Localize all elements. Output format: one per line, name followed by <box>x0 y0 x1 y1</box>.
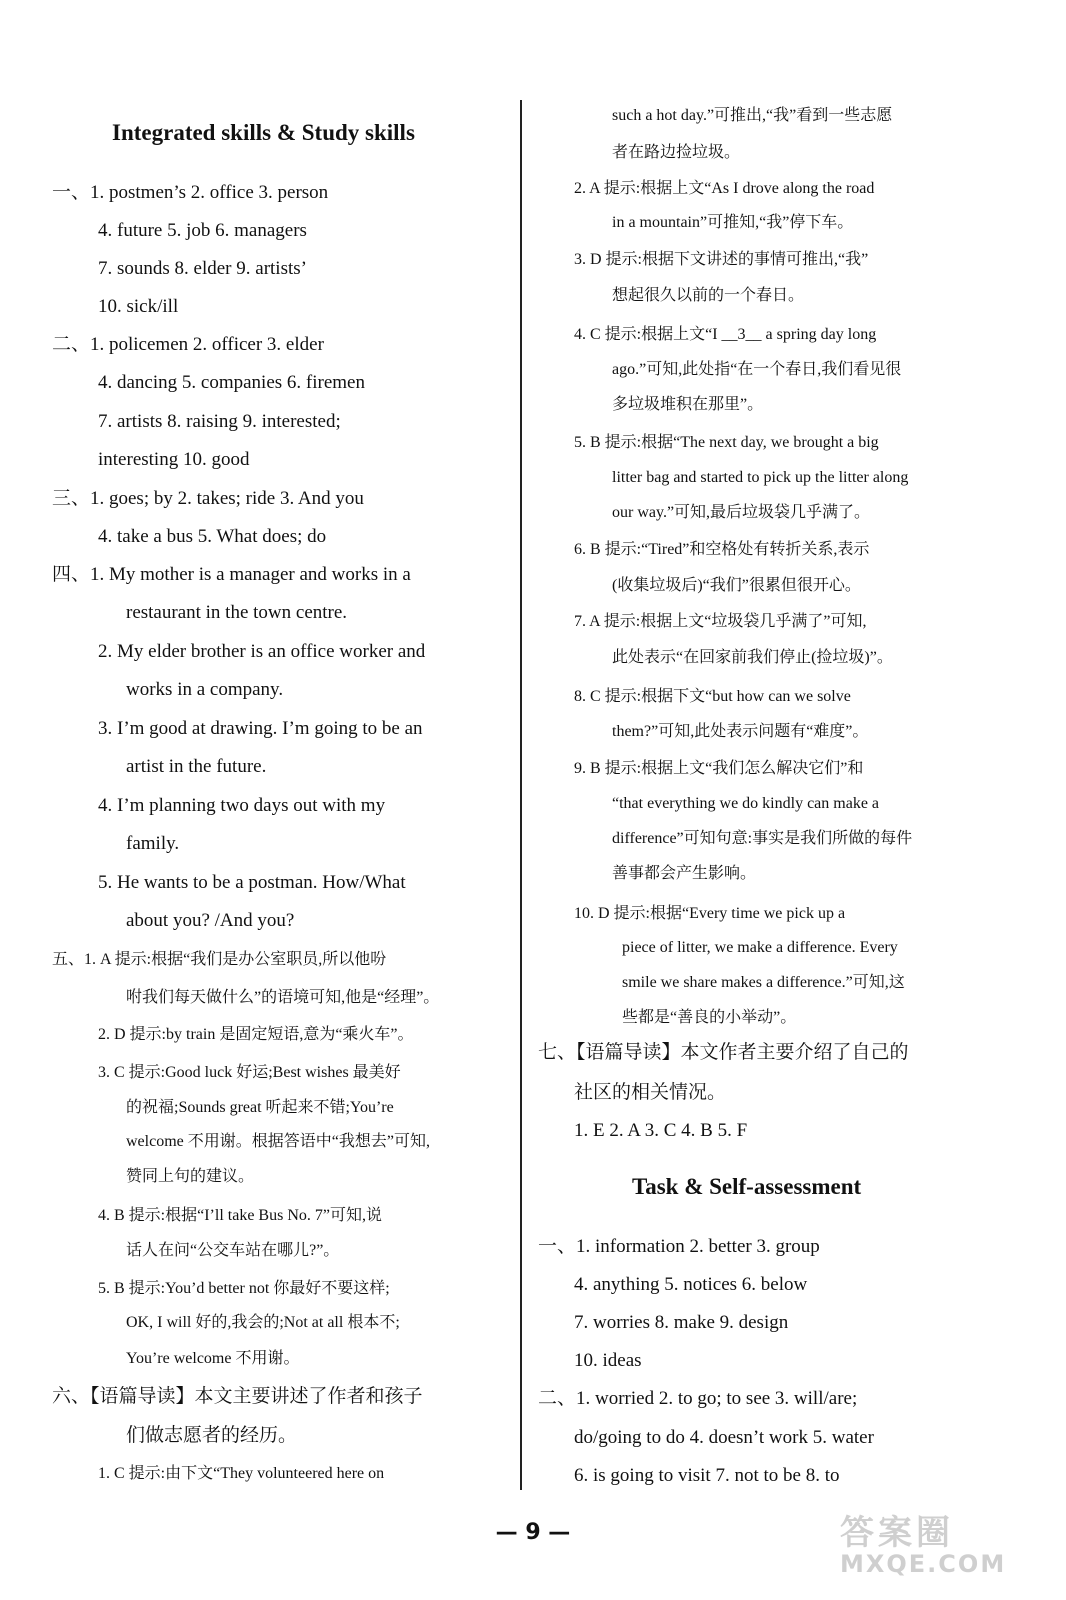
answer-line: do/going to do 4. doesn’t work 5. water <box>574 1427 874 1448</box>
answer-line: 2. My elder brother is an office worker and <box>98 641 426 662</box>
answer-line: You’re welcome 不用谢。 <box>126 1350 300 1367</box>
answer-line: 6. B 提示:“Tired”和空格处有转折关系,表示 <box>574 541 870 558</box>
answer-line: 四、1. My mother is a manager and works in a <box>52 564 411 585</box>
watermark-logo <box>840 1505 1040 1585</box>
answer-line: 1. E 2. A 3. C 4. B 5. F <box>574 1120 748 1141</box>
answer-line: 4. take a bus 5. What does; do <box>98 526 327 547</box>
answer-line: “that everything we do kindly can make a <box>612 795 880 812</box>
answer-line: 2. D 提示:by train 是固定短语,意为“乘火车”。 <box>98 1026 414 1043</box>
column-divider <box>520 100 522 1490</box>
answer-line: 一、1. postmen’s 2. office 3. person <box>52 182 329 203</box>
answer-line: in a mountain”可推知,“我”停下车。 <box>612 214 854 231</box>
answer-line: 二、1. policemen 2. officer 3. elder <box>52 334 324 355</box>
answer-line: 的祝福;Sounds great 听起来不错;You’re <box>126 1099 394 1116</box>
answer-line: 三、1. goes; by 2. takes; ride 3. And you <box>52 488 364 509</box>
answer-line: 6. is going to visit 7. not to be 8. to <box>574 1465 840 1486</box>
answer-line: 3. C 提示:Good luck 好运;Best wishes 最美好 <box>98 1064 401 1081</box>
answer-line: artist in the future. <box>126 756 267 777</box>
answer-line: OK, I will 好的,我会的;Not at all 根本不; <box>126 1314 400 1331</box>
answer-line: restaurant in the town centre. <box>126 602 348 623</box>
answer-line: 5. He wants to be a postman. How/What <box>98 872 406 893</box>
answer-line: such a hot day.”可推出,“我”看到一些志愿 <box>612 107 893 124</box>
answer-line: them?”可知,此处表示问题有“难度”。 <box>612 723 869 740</box>
answer-line: 4. dancing 5. companies 6. firemen <box>98 372 365 393</box>
answer-line: 六、【语篇导读】本文主要讲述了作者和孩子 <box>52 1386 423 1407</box>
answer-line: piece of litter, we make a difference. Every <box>622 939 898 956</box>
answer-line: 4. anything 5. notices 6. below <box>574 1274 808 1295</box>
answer-line: 4. B 提示:根据“I’ll take Bus No. 7”可知,说 <box>98 1207 382 1224</box>
answer-line: 3. I’m good at drawing. I’m going to be an <box>98 718 423 739</box>
answer-line: 咐我们每天做什么”的语境可知,他是“经理”。 <box>126 989 440 1006</box>
answer-line: 5. B 提示:You’d better not 你最好不要这样; <box>98 1280 390 1297</box>
answer-line: 3. D 提示:根据下文讲述的事情可推出,“我” <box>574 251 869 268</box>
answer-line: 8. C 提示:根据下文“but how can we solve <box>574 688 851 705</box>
answer-line: 们做志愿者的经历。 <box>126 1425 298 1446</box>
answer-line: family. <box>126 833 180 854</box>
answer-line: our way.”可知,最后垃圾袋几乎满了。 <box>612 504 871 521</box>
page-number: — 9 — <box>495 1520 571 1545</box>
answer-line: about you? /And you? <box>126 910 295 931</box>
answer-line: 善事都会产生影响。 <box>612 865 757 882</box>
answer-line: 10. D 提示:根据“Every time we pick up a <box>574 905 846 922</box>
answer-line: 五、1. A 提示:根据“我们是办公室职员,所以他吩 <box>52 951 387 968</box>
answer-line: welcome 不用谢。根据答语中“我想去”可知, <box>126 1133 430 1150</box>
answer-line: difference”可知句意:事实是我们所做的每件 <box>612 830 913 847</box>
answer-line: 7. sounds 8. elder 9. artists’ <box>98 258 307 279</box>
answer-line: works in a company. <box>126 679 284 700</box>
answer-line: litter bag and started to pick up the litter along <box>612 469 909 486</box>
answer-line: 话人在问“公交车站在哪儿?”。 <box>126 1242 340 1259</box>
answer-line: 4. future 5. job 6. managers <box>98 220 307 241</box>
answer-line: 5. B 提示:根据“The next day, we brought a big <box>574 434 879 451</box>
answer-line: 些都是“善良的小举动”。 <box>622 1009 797 1026</box>
answer-line: 此处表示“在回家前我们停止(捡垃圾)”。 <box>612 649 893 666</box>
answer-line: 1. C 提示:由下文“They volunteered here on <box>98 1465 385 1482</box>
answer-line: 4. C 提示:根据上文“I __3__ a spring day long <box>574 326 877 343</box>
answer-line: 者在路边捡垃圾。 <box>612 144 741 161</box>
watermark-top: 答案圈 <box>840 1513 954 1553</box>
answer-line: 二、1. worried 2. to go; to see 3. will/are; <box>538 1388 858 1409</box>
answer-line: interesting 10. good <box>98 449 250 470</box>
answer-line: 10. ideas <box>574 1350 642 1371</box>
answer-line: 4. I’m planning two days out with my <box>98 795 386 816</box>
answer-line: ago.”可知,此处指“在一个春日,我们看见很 <box>612 361 902 378</box>
answer-line: 赞同上句的建议。 <box>126 1168 255 1185</box>
section-heading-task: Task & Self-assessment <box>632 1174 862 1199</box>
section-heading-integrated-skills: Integrated skills & Study skills <box>112 120 415 145</box>
answer-line: 社区的相关情况。 <box>574 1082 727 1103</box>
answer-line: smile we share makes a difference.”可知,这 <box>622 974 905 991</box>
answer-line: 多垃圾堆积在那里”。 <box>612 396 764 413</box>
answer-line: 7. worries 8. make 9. design <box>574 1312 789 1333</box>
answer-line: 2. A 提示:根据上文“As I drove along the road <box>574 180 875 197</box>
answer-line: 9. B 提示:根据上文“我们怎么解决它们”和 <box>574 760 864 777</box>
answer-line: 想起很久以前的一个春日。 <box>612 287 805 304</box>
answer-line: 7. artists 8. raising 9. interested; <box>98 411 341 432</box>
answer-line: 7. A 提示:根据上文“垃圾袋几乎满了”可知, <box>574 613 867 630</box>
answer-line: 七、【语篇导读】本文作者主要介绍了自己的 <box>538 1042 909 1063</box>
answer-line: 一、1. information 2. better 3. group <box>538 1236 820 1257</box>
watermark-bottom: MXQE.COM <box>840 1550 1007 1578</box>
answer-line: (收集垃圾后)“我们”很累但很开心。 <box>612 577 861 594</box>
answer-line: 10. sick/ill <box>98 296 179 317</box>
